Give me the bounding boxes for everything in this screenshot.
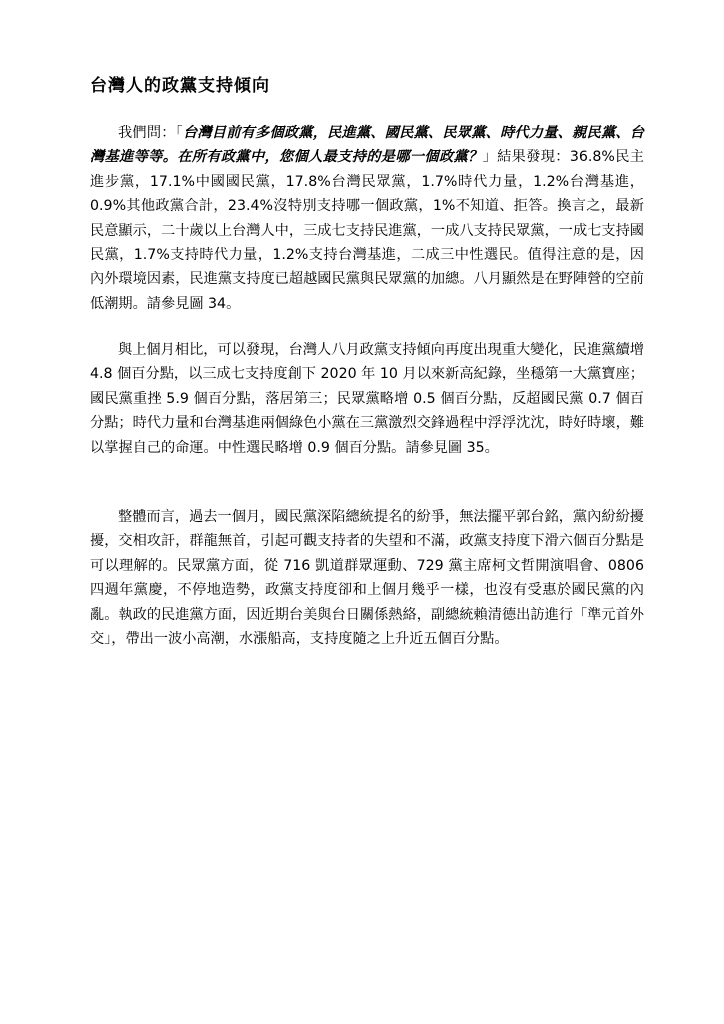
survey-question: 台灣目前有多個政黨，民進黨、國民黨、民眾黨、時代力量、親民黨、台灣基進等等。在所有政黨中，您個人最支持的是哪一個政黨？ — [90, 125, 644, 166]
document-title: 台灣人的政黨支持傾向 — [90, 76, 270, 96]
paragraph-rest: 」結果發現：36.8%民主進步黨，17.1%中國國民黨，17.8%台灣民眾黨，1.7%時代力量，1.2%台灣基進，0.9%其他政黨合計，23.4%沒特別支持哪一個政黨，1%不知道、拒答。換言之，最新民意顯示，二十歲以上台灣人中，三成七支持民進黨，一成八支持民眾黨，一成七支持國民黨，1.7%支持時代力量，1.2%支持台灣基進，二成三中性選民。值得注意的是，因內外環境因素，民進黨支持度已超越國民黨與民眾黨的加總。八月顯然是在野陣營的空前低潮期。請參見圖 34。 — [90, 149, 644, 312]
paragraph-lead: 我們問：「 — [118, 125, 183, 141]
paragraph-monthly-change: 與上個月相比，可以發現，台灣人八月政黨支持傾向再度出現重大變化，民進黨續增 4.8 個百分點，以三成七支持度創下 2020 年 10 月以來新高紀錄，坐穩第一大黨寶座；國民黨重挫 5.9 個百分點，落居第三；民眾黨略增 0.5 個百分點，反超國民黨 0.7 個百分點；時代力量和台灣基進兩個綠色小黨在三黨激烈交鋒過程中浮浮沈沈，時好時壞，難以掌握自己的命運。中性選民略增 0.9 個百分點。請參見圖 35。 — [90, 342, 644, 456]
paragraph-survey-result — [90, 121, 644, 316]
paragraph-overall-analysis: 整體而言，過去一個月，國民黨深陷總統提名的紛爭，無法擺平郭台銘，黨內紛紛擾擾，交相攻訐，群龍無首，引起可觀支持者的失望和不滿，政黨支持度下滑六個百分點是可以理解的。民眾黨方面，從 716 凱道群眾運動、729 黨主席柯文哲開演唱會、0806 四週年黨慶，不停地造勢，政黨支持度卻和上個月幾乎一樣，也沒有受惠於國民黨的內亂。執政的民進黨方面，因近期台美與台日關係熱絡，副總統賴清德出訪進行「準元首外交」，帶出一波小高潮，水漲船高，支持度隨之上升近五個百分點。 — [90, 509, 644, 648]
